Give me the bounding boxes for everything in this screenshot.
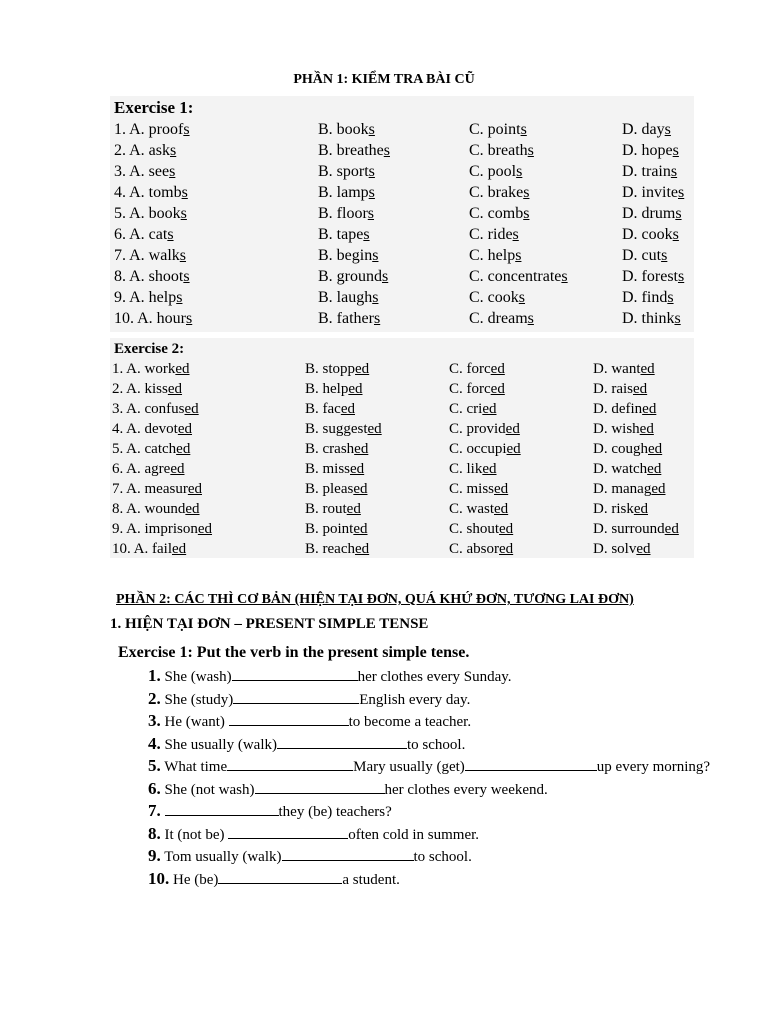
underlined-ending: s [186, 310, 193, 327]
exercise1-option: 1. A. proofs [114, 121, 190, 138]
exercise1-option: 8. A. shoots [114, 268, 190, 285]
underlined-ending: s [383, 142, 390, 159]
exercise1-option: 4. A. tombs [114, 184, 188, 201]
exercise2-option: C. occupied [449, 441, 521, 457]
exercise2-option: D. defined [593, 401, 657, 417]
underlined-ending: s [368, 163, 375, 180]
underlined-ending: s [523, 184, 530, 201]
exercise1-option: D. thinks [622, 310, 681, 327]
exercise2-option: D. wished [593, 421, 654, 437]
exercise2-row [110, 541, 694, 561]
underlined-ending: ed [482, 401, 497, 417]
underlined-ending: s [382, 268, 389, 285]
answer-blank[interactable] [228, 826, 348, 839]
underlined-ending: ed [642, 401, 657, 417]
exercise1-option: C. concentrates [469, 268, 568, 285]
exercise1-row [110, 184, 694, 204]
sentence-item [148, 846, 472, 868]
underlined-ending: s [167, 226, 174, 243]
exercise1-option: 2. A. asks [114, 142, 177, 159]
sentence-text: to become a teacher. [348, 714, 472, 730]
exercise1-option: B. laughs [318, 289, 379, 306]
exercise1-option: B. lamps [318, 184, 375, 201]
underlined-ending: ed [640, 361, 655, 377]
exercise1-option: D. cuts [622, 247, 668, 264]
sentence-text: She (study) [164, 691, 234, 708]
exercise1-row [110, 226, 694, 246]
underlined-ending: s [363, 226, 370, 243]
sentence-number: 10. [148, 868, 170, 888]
part1-title: PHẦN 1: KIỂM TRA BÀI CŨ [293, 72, 475, 87]
exercise2-option: C. shouted [449, 521, 514, 537]
exercise2-option: D. coughed [593, 441, 663, 457]
underlined-ending: s [672, 226, 679, 243]
exercise2-option: B. pleased [305, 481, 368, 497]
exercise2-option: 8. A. wounded [112, 501, 200, 517]
underlined-ending: ed [506, 441, 521, 457]
exercise1-block [110, 96, 694, 332]
exercise1-option: B. fathers [318, 310, 381, 327]
sentence-item [148, 824, 479, 846]
underlined-ending: ed [353, 521, 368, 537]
sentence-item [148, 666, 512, 688]
exercise1-option: D. cooks [622, 226, 679, 243]
sentence-text: a student. [342, 871, 400, 888]
sentence-number: 5. [148, 756, 161, 775]
sentence-number: 4. [148, 733, 161, 753]
underlined-ending: ed [172, 541, 187, 557]
exercise1-option: C. brakes [469, 184, 530, 201]
underlined-ending: s [368, 184, 375, 201]
underlined-ending: s [672, 142, 679, 159]
answer-blank[interactable] [232, 668, 358, 681]
answer-blank[interactable] [165, 803, 279, 816]
sentence-number: 1. [148, 666, 161, 685]
underlined-ending: ed [490, 381, 505, 397]
underlined-ending: s [667, 289, 674, 306]
underlined-ending: s [170, 142, 177, 159]
answer-blank[interactable] [229, 713, 349, 726]
part2-title: PHẦN 2: CÁC THÌ CƠ BẢN (HIỆN TẠI ĐƠN, QUÁ KHỨ ĐƠN, TƯƠNG LAI ĐƠN) [116, 592, 634, 607]
exercise2-option: C. cried [449, 401, 497, 417]
exercise2-option: C. liked [449, 461, 497, 477]
exercise2-row [110, 461, 694, 481]
sentence-text: Tom usually (walk) [164, 849, 282, 865]
sentence-text: He (be) [173, 871, 219, 888]
exercise2-option: 4. A. devoted [112, 421, 193, 437]
answer-blank[interactable] [465, 758, 597, 771]
sentence-text: English every day. [359, 691, 471, 708]
sentence-text: He (want) [164, 714, 229, 730]
exercise1-option: 5. A. books [114, 205, 187, 222]
answer-blank[interactable] [227, 758, 353, 771]
sentence-text: It (not be) [164, 826, 229, 843]
exercise1-title: Exercise 1: [114, 98, 194, 117]
underlined-ending: ed [647, 461, 662, 477]
underlined-ending: ed [494, 481, 509, 497]
answer-blank[interactable] [277, 736, 407, 749]
underlined-ending: ed [633, 381, 648, 397]
underlined-ending: ed [505, 421, 520, 437]
underlined-ending: ed [354, 541, 370, 557]
exercise2-option: 10. A. failed [112, 541, 187, 557]
exercise2-option: D. watched [593, 461, 662, 477]
answer-blank[interactable] [255, 781, 385, 794]
underlined-ending: ed [348, 381, 363, 397]
exercise2-option: 3. A. confused [112, 401, 199, 417]
underlined-ending: s [677, 268, 685, 285]
underlined-ending: s [176, 289, 183, 306]
underlined-ending: ed [167, 381, 183, 397]
sentence-text: What time [164, 759, 228, 775]
exercise1-option: D. finds [622, 289, 674, 306]
exercise2-option: 1. A. worked [112, 361, 190, 377]
underlined-ending: s [183, 121, 190, 138]
sentence-item [148, 801, 392, 823]
underlined-ending: ed [648, 441, 663, 457]
underlined-ending: s [674, 310, 681, 327]
exercise1-option: D. invites [622, 184, 685, 201]
sentence-item [148, 756, 710, 778]
exercise1-option: B. books [318, 121, 375, 138]
exercise1-option: D. forests [622, 268, 685, 285]
exercise1-option: C. breaths [469, 142, 534, 159]
underlined-ending: ed [355, 361, 370, 377]
exercise2-option: C. forced [449, 381, 505, 397]
underlined-ending: ed [184, 401, 199, 417]
exercise2-option: D. solved [593, 541, 651, 557]
sentence-text: her clothes every weekend. [384, 781, 548, 798]
exercise1-option: D. days [622, 121, 671, 138]
underlined-ending: ed [651, 481, 666, 497]
sentence-text: She (wash) [164, 669, 232, 685]
underlined-ending: s [527, 142, 534, 159]
exercise1-option: B. begins [318, 247, 379, 264]
exercise2-option: B. reached [305, 541, 370, 557]
underlined-ending: s [675, 205, 682, 222]
exercise2-block [110, 338, 694, 558]
sentence-text: She (not wash) [164, 781, 255, 798]
sentence-number: 9. [148, 846, 161, 865]
sentence-number: 2. [148, 688, 161, 708]
exercise2-option: 5. A. catched [112, 441, 191, 457]
exercise2-option: D. managed [593, 481, 666, 497]
exercise2-option: B. suggested [305, 421, 382, 437]
exercise1-row [110, 205, 694, 225]
exercise2-option: C. forced [449, 361, 505, 377]
underlined-ending: ed [499, 521, 514, 537]
exercise2-row [110, 481, 694, 501]
underlined-ending: s [367, 205, 375, 222]
underlined-ending: s [664, 121, 671, 138]
underlined-ending: ed [499, 541, 514, 557]
exercise2-row [110, 501, 694, 521]
underlined-ending: ed [185, 501, 200, 517]
exercise2-option: B. faced [305, 401, 355, 417]
exercise1-row [110, 247, 694, 267]
underlined-ending: s [368, 121, 375, 138]
underlined-ending: s [561, 268, 568, 285]
exercise1-option: B. floors [318, 205, 375, 222]
exercise1-option: C. cooks [469, 289, 526, 306]
exercise2-option: 9. A. imprisoned [112, 521, 213, 537]
underlined-ending: ed [633, 501, 649, 517]
exercise2-option: B. pointed [305, 521, 368, 537]
underlined-ending: s [372, 289, 379, 306]
exercise1-row [110, 121, 694, 141]
exercise2-option: C. missed [449, 481, 509, 497]
sentence-text: her clothes every Sunday. [357, 669, 512, 685]
underlined-ending: ed [353, 481, 368, 497]
exercise2-row [110, 521, 694, 541]
answer-blank[interactable] [233, 691, 359, 704]
exercise2-option: B. helped [305, 381, 363, 397]
underlined-ending: ed [636, 541, 651, 557]
sentence-item [148, 689, 470, 711]
sentence-number: 7. [148, 801, 161, 820]
exercise1-row [110, 163, 694, 183]
underlined-ending: s [520, 121, 527, 138]
exercise1-option: D. drums [622, 205, 682, 222]
sentence-text: Mary usually (get) [353, 759, 465, 775]
sentence-number: 8. [148, 823, 161, 843]
exercise2-option: 6. A. agreed [112, 461, 185, 477]
underlined-ending: ed [482, 461, 497, 477]
exercise1-option: B. grounds [318, 268, 389, 285]
sentence-item [148, 734, 465, 756]
exercise2-row [110, 381, 694, 401]
exercise2-option: B. missed [305, 461, 365, 477]
underlined-ending: s [515, 247, 522, 264]
underlined-ending: s [183, 268, 190, 285]
sentence-item [148, 779, 548, 801]
exercise2-row [110, 421, 694, 441]
exercise2-option: C. provided [449, 421, 520, 437]
sentence-number: 6. [148, 778, 161, 798]
exercise2-option: B. crashed [305, 441, 369, 457]
exercise2-row [110, 361, 694, 381]
exercise2-option: D. wanted [593, 361, 655, 377]
underlined-ending: ed [354, 441, 369, 457]
exercise1-option: 6. A. cats [114, 226, 174, 243]
exercise2-row [110, 441, 694, 461]
exercise1-option: D. hopes [622, 142, 679, 159]
underlined-ending: ed [350, 461, 365, 477]
exercise1-row [110, 268, 694, 288]
underlined-ending: s [518, 289, 526, 306]
sentence-item [148, 711, 471, 733]
underlined-ending: ed [187, 481, 202, 497]
exercise2-option: D. raised [593, 381, 648, 397]
underlined-ending: s [373, 310, 381, 327]
underlined-ending: ed [340, 401, 355, 417]
exercise1-row [110, 142, 694, 162]
exercise1-option: C. dreams [469, 310, 534, 327]
underlined-ending: ed [367, 421, 382, 437]
exercise1-option: 7. A. walks [114, 247, 187, 264]
exercise1-option: C. pools [469, 163, 523, 180]
underlined-ending: ed [639, 421, 654, 437]
exercise1-option: C. helps [469, 247, 522, 264]
exercise2-option: 7. A. measured [112, 481, 202, 497]
exercise2-option: D. surrounded [593, 521, 679, 537]
exercise1-option: B. sports [318, 163, 375, 180]
underlined-ending: ed [490, 361, 505, 377]
underlined-ending: s [678, 184, 685, 201]
exercise1-row [110, 310, 694, 330]
sentence-text: to school. [413, 849, 472, 865]
exercise2-option: B. stopped [305, 361, 370, 377]
underlined-ending: ed [177, 421, 193, 437]
underlined-ending: s [661, 247, 668, 264]
exercise1-option: 9. A. helps [114, 289, 183, 306]
sentence-text: to school. [406, 736, 466, 753]
exercise2-option: 2. A. kissed [112, 381, 183, 397]
underlined-ending: s [180, 205, 187, 222]
underlined-ending: s [523, 205, 530, 222]
underlined-ending: s [372, 247, 379, 264]
sentence-text: often cold in summer. [348, 826, 480, 843]
underlined-ending: ed [494, 501, 509, 517]
sentence-text: they (be) teachers? [278, 804, 392, 820]
exercise2-option: B. routed [305, 501, 361, 517]
exercise2-title: Exercise 2: [114, 341, 185, 357]
underlined-ending: ed [170, 461, 185, 477]
underlined-ending: ed [664, 521, 679, 537]
exercise3-title: Exercise 1: Put the verb in the present simple tense. [118, 644, 470, 661]
sentence-text: She usually (walk) [164, 736, 277, 753]
underlined-ending: s [181, 184, 188, 201]
underlined-ending: s [527, 310, 534, 327]
underlined-ending: s [179, 247, 187, 264]
exercise1-option: C. rides [469, 226, 519, 243]
exercise1-option: 3. A. sees [114, 163, 176, 180]
underlined-ending: s [169, 163, 176, 180]
answer-blank[interactable] [218, 871, 342, 884]
exercise1-row [110, 289, 694, 309]
exercise1-option: C. combs [469, 205, 530, 222]
underlined-ending: s [516, 163, 523, 180]
underlined-ending: ed [175, 361, 190, 377]
answer-blank[interactable] [282, 848, 414, 861]
underlined-ending: s [670, 163, 678, 180]
exercise1-option: B. breathes [318, 142, 390, 159]
underlined-ending: ed [346, 501, 361, 517]
sentence-text: up every morning? [596, 759, 711, 775]
exercise1-option: C. points [469, 121, 527, 138]
exercise2-option: C. wasted [449, 501, 509, 517]
exercise1-option: 10. A. hours [114, 310, 193, 327]
section1-title: 1. HIỆN TẠI ĐƠN – PRESENT SIMPLE TENSE [110, 616, 429, 632]
sentence-item [148, 869, 400, 891]
exercise2-option: D. risked [593, 501, 649, 517]
underlined-ending: ed [197, 521, 213, 537]
exercise1-option: B. tapes [318, 226, 370, 243]
sentence-number: 3. [148, 711, 161, 730]
underlined-ending: s [512, 226, 519, 243]
exercise1-option: D. trains [622, 163, 678, 180]
exercise2-option: C. absored [449, 541, 514, 557]
underlined-ending: ed [176, 441, 191, 457]
exercise2-row [110, 401, 694, 421]
